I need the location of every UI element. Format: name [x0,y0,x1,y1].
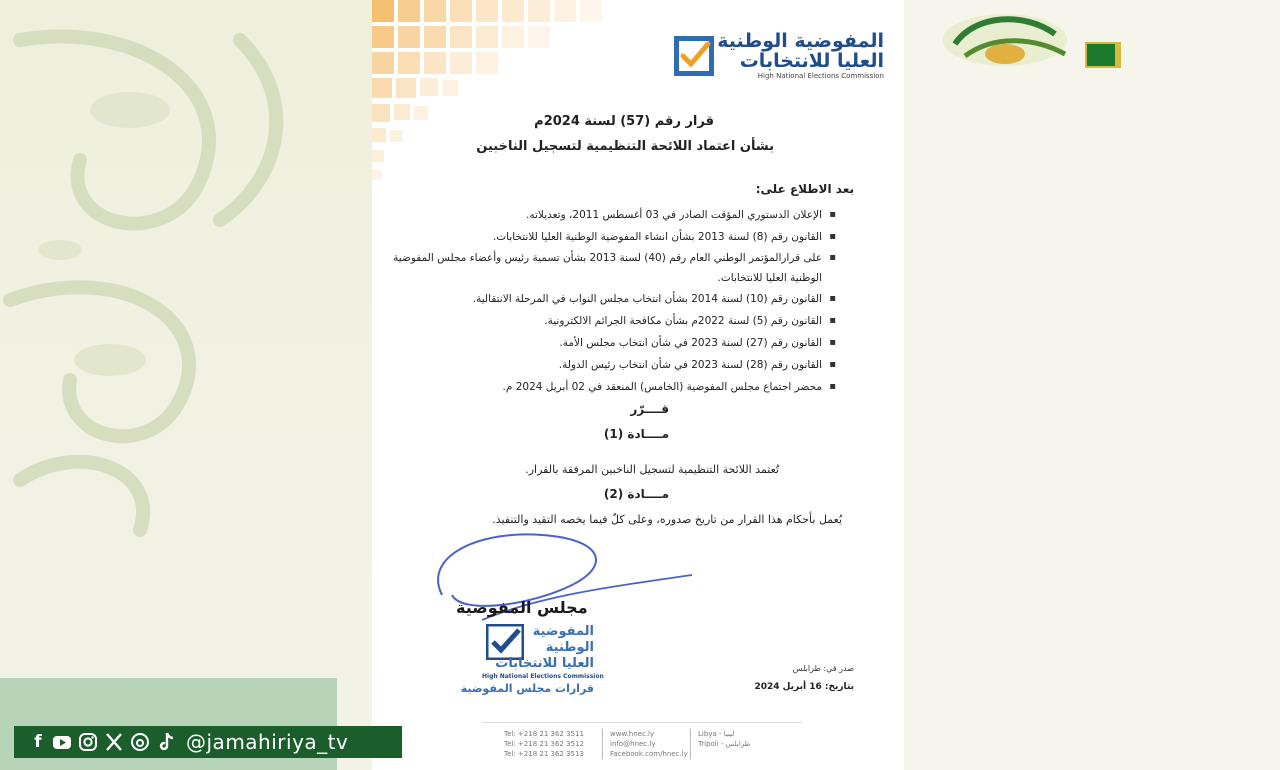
broadcaster-logo [935,4,1125,72]
x-icon[interactable] [104,730,124,754]
ornament-decoration [0,0,372,560]
threads-icon[interactable] [130,730,150,754]
youtube-icon[interactable] [52,730,72,754]
footer-phone: Tel: +218 21 362 3512 [504,740,584,748]
decision-word: قــــرّر [630,402,669,416]
social-strip [14,726,402,758]
reference-item: ▪ القانون رقم (10) لسنة 2014 بشأن انتخاب مجلس النواب في المرحلة الانتقالية. [376,288,836,310]
footer-country: Libya - ليبيا [698,730,735,738]
social-handle[interactable]: @jamahiriya_tv [186,730,349,754]
issued-date: بتاريخ: 16 أبريل 2024 [754,682,854,692]
footer-phone: Tel: +218 21 362 3513 [504,750,584,758]
right-background [902,0,1280,770]
decision-title: قرار رقم (57) لسنة 2024م [534,114,714,129]
tiktok-icon[interactable] [156,730,176,754]
reference-item: ▪ محضر اجتماع مجلس المفوضية (الخامس) المنعقد في 02 أبريل 2024 م. [376,376,836,398]
commission-stamp [460,622,604,702]
stamp-checkbox-icon [486,624,524,660]
checkbox-logo-icon [672,32,716,80]
article-2-heading: مــــادة (2) [603,487,669,501]
references-intro: بعد الاطلاع على: [755,182,854,196]
stamp-line2: الوطنية [545,640,594,655]
references-list [376,204,836,398]
footer-email: info@hnec.ly [610,740,656,748]
letterhead-name-line2: العليا للانتخابات [739,50,884,72]
reference-item: ▪ القانون رقم (5) لسنة 2022م بشأن مكافحة الجرائم الالكترونية. [376,310,836,332]
mosaic-decoration [372,0,632,200]
footer-facebook: Facebook.com/hnec.ly [610,750,688,758]
document-page [372,0,904,770]
decision-subject: بشأن اعتماد اللائحة التنظيمية لتسجيل الناخبين [476,139,774,154]
reference-item: ▪ القانون رقم (8) لسنة 2013 بشأن انشاء المفوضية الوطنية العليا للانتخابات. [376,226,836,248]
handwritten-signature [422,525,702,635]
letterhead-name-line1: المفوضية الوطنية [717,30,884,52]
footer-web [610,729,688,759]
letterhead-footer [482,722,802,763]
stamp-line3: العليا للانتخابات [495,656,594,671]
footer-phones [504,729,584,759]
footer-divider [690,729,691,759]
stamp-label: قرارات مجلس المفوضية [460,682,594,695]
footer-city: Tripoli - طرابلس [698,740,751,748]
footer-divider [602,729,603,759]
hnec-letterhead-logo [672,30,884,86]
article-2-text: يُعمل بأحكام هذا القرار من تاريخ صدوره، وعلى كلٌ فيما يخصه التقيد والتنفيذ. [492,513,842,526]
footer-address [698,729,750,749]
reference-item: ▪ الإعلان الدستوري المؤقت الصادر في 03 أغسطس 2011، وتعديلاته. [376,204,836,226]
stamp-line1: المفوضية [532,624,594,639]
footer-phone: Tel: +218 21 362 3511 [504,730,584,738]
reference-item: ▪ القانون رقم (27) لسنة 2023 في شأن انتخاب مجلس الأمة. [376,332,836,354]
facebook-icon[interactable]: f [34,732,42,752]
reference-item: ▪ على قرارالمؤتمر الوطني العام رقم (40) لسنة 2013 بشأن تسمية رئيس وأعضاء مجلس المفوضية الوطنية العليا للانتخابات. [376,248,836,288]
letterhead-name-en: High National Elections Commission [757,72,884,80]
article-1-heading: مــــادة (1) [603,427,669,441]
article-1-text: تُعتمد اللائحة التنظيمية لتسجيل الناخبين المرفقة بالقرار. [525,463,779,476]
signatory-council: مجلس المفوضية [456,598,588,617]
reference-item: ▪ القانون رقم (28) لسنة 2023 في شأن انتخاب رئيس الدولة. [376,354,836,376]
instagram-icon[interactable] [78,730,98,754]
stamp-name-en: High National Elections Commission [482,673,604,680]
issued-place: صدر في: طرابلس [792,664,854,673]
footer-website: www.hnec.ly [610,730,655,738]
